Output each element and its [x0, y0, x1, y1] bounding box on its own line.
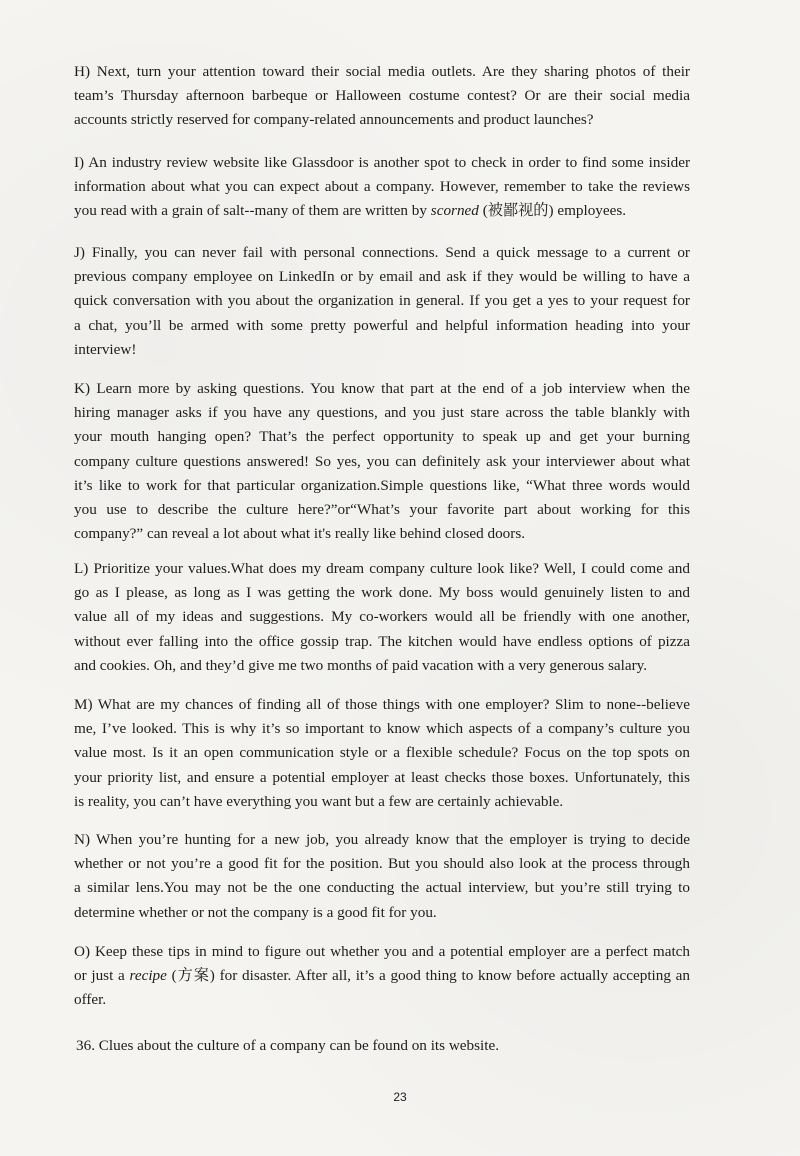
paragraph-line	[74, 964, 690, 988]
page-number: 23	[393, 1090, 407, 1104]
paragraph-line: O) Keep these tips in mind to figure out whether you and a potential employer are a perfect match	[74, 943, 690, 960]
paragraph-line: I) An industry review website like Glassdoor is another spot to check in order to find some insider	[74, 154, 690, 171]
paragraph-line: H) Next, turn your attention toward their social media outlets. Are they sharing photos of their	[74, 63, 690, 80]
paragraph-line: offer.	[74, 991, 107, 1009]
paragraph-line: you use to describe the culture here?”or“What’s your favorite part about working for this	[74, 501, 690, 519]
paragraph-line	[74, 199, 690, 223]
paragraph-line: without ever falling into the office gossip trap. The kitchen would have endless options of pizza	[74, 632, 690, 650]
paragraph-i	[74, 151, 690, 224]
line-text: you read with a grain of salt--many of them are written by	[74, 202, 431, 220]
paragraph-line: L) Prioritize your values.What does my dream company culture look like? Well, I could come and	[74, 560, 690, 577]
paragraph-line: quick conversation with you about the organization in general. If you get a yes to your request for	[74, 292, 690, 310]
paragraph-h	[74, 60, 690, 133]
paragraph-line: previous company employee on LinkedIn or by email and ask if they would be willing to have a	[74, 268, 690, 286]
paragraph-line: and cookies. Oh, and they’d give me two months of paid vacation with a very generous salary.	[74, 656, 648, 674]
paragraph-line: value most. Is it an open communication style or a flexible schedule? Focus on the top spots on	[74, 744, 690, 762]
paragraph-line: your mouth hanging open? That’s the perfect opportunity to speak up and get your burning	[74, 428, 690, 446]
paragraph-line: interview!	[74, 340, 137, 358]
line-text: (方案) for disaster. After all, it’s a good thing to know before actually accepting an	[166, 967, 690, 985]
paragraph-line: a chat, you’ll be armed with some pretty powerful and helpful information heading into your	[74, 316, 690, 334]
paragraph-j	[74, 241, 690, 362]
paragraph-line: determine whether or not the company is a good fit for you.	[74, 903, 437, 921]
paragraph-line: whether or not you’re a good fit for the position. But you should also look at the process through	[74, 855, 690, 873]
paragraph-line: value all of my ideas and suggestions. My co-workers would all be friendly with one another,	[74, 608, 690, 626]
paragraph-line: accounts strictly reserved for company-related announcements and product launches?	[74, 111, 594, 129]
paragraph-line: a similar lens.You may not be the one conducting the actual interview, but you’re still trying to	[74, 879, 690, 897]
paragraph-line: is reality, you can’t have everything you want but a few are certainly achievable.	[74, 792, 564, 810]
paragraph-line: J) Finally, you can never fail with personal connections. Send a quick message to a current or	[74, 244, 690, 261]
paragraph-k	[74, 377, 690, 546]
paragraph-line: K) Learn more by asking questions. You know that part at the end of a job interview when the	[74, 380, 690, 397]
paragraph-l	[74, 557, 690, 678]
paragraph-line: information about what you can expect about a company. However, remember to take the reviews	[74, 178, 690, 196]
paragraph-line: me, I’ve looked. This is why it’s so important to know which aspects of a company’s culture you	[74, 720, 690, 738]
question-36: 36. Clues about the culture of a company can be found on its website.	[76, 1037, 500, 1054]
paragraph-line: team’s Thursday afternoon barbeque or Halloween costume contest? Or are their social media	[74, 87, 690, 105]
paragraph-line: M) What are my chances of finding all of those things with one employer? Slim to none--believe	[74, 696, 690, 713]
italic-term: recipe	[129, 967, 167, 985]
paragraph-m	[74, 693, 690, 814]
paragraph-line: hiring manager asks if you have any questions, and you just stare across the table blankly with	[74, 404, 690, 422]
line-text: (被鄙视的) employees.	[478, 202, 627, 220]
paragraph-line: company culture questions answered! So yes, you can definitely ask your interviewer about what	[74, 452, 690, 470]
paragraph-line: it’s like to work for that particular organization.Simple questions like, “What three words would	[74, 476, 690, 494]
paragraph-n	[74, 828, 690, 925]
paragraph-line: your priority list, and ensure a potential employer at least checks those boxes. Unfortunately, this	[74, 768, 690, 786]
paragraph-line: go as I please, as long as I was getting the work done. My boss would genuinely listen to and	[74, 584, 690, 602]
line-text: or just a	[74, 967, 130, 985]
paragraph-o	[74, 940, 690, 1013]
paragraph-line: company?” can reveal a lot about what it's really like behind closed doors.	[74, 525, 526, 543]
italic-term: scorned	[430, 202, 479, 220]
paragraph-line: N) When you’re hunting for a new job, you already know that the employer is trying to decide	[74, 831, 690, 848]
